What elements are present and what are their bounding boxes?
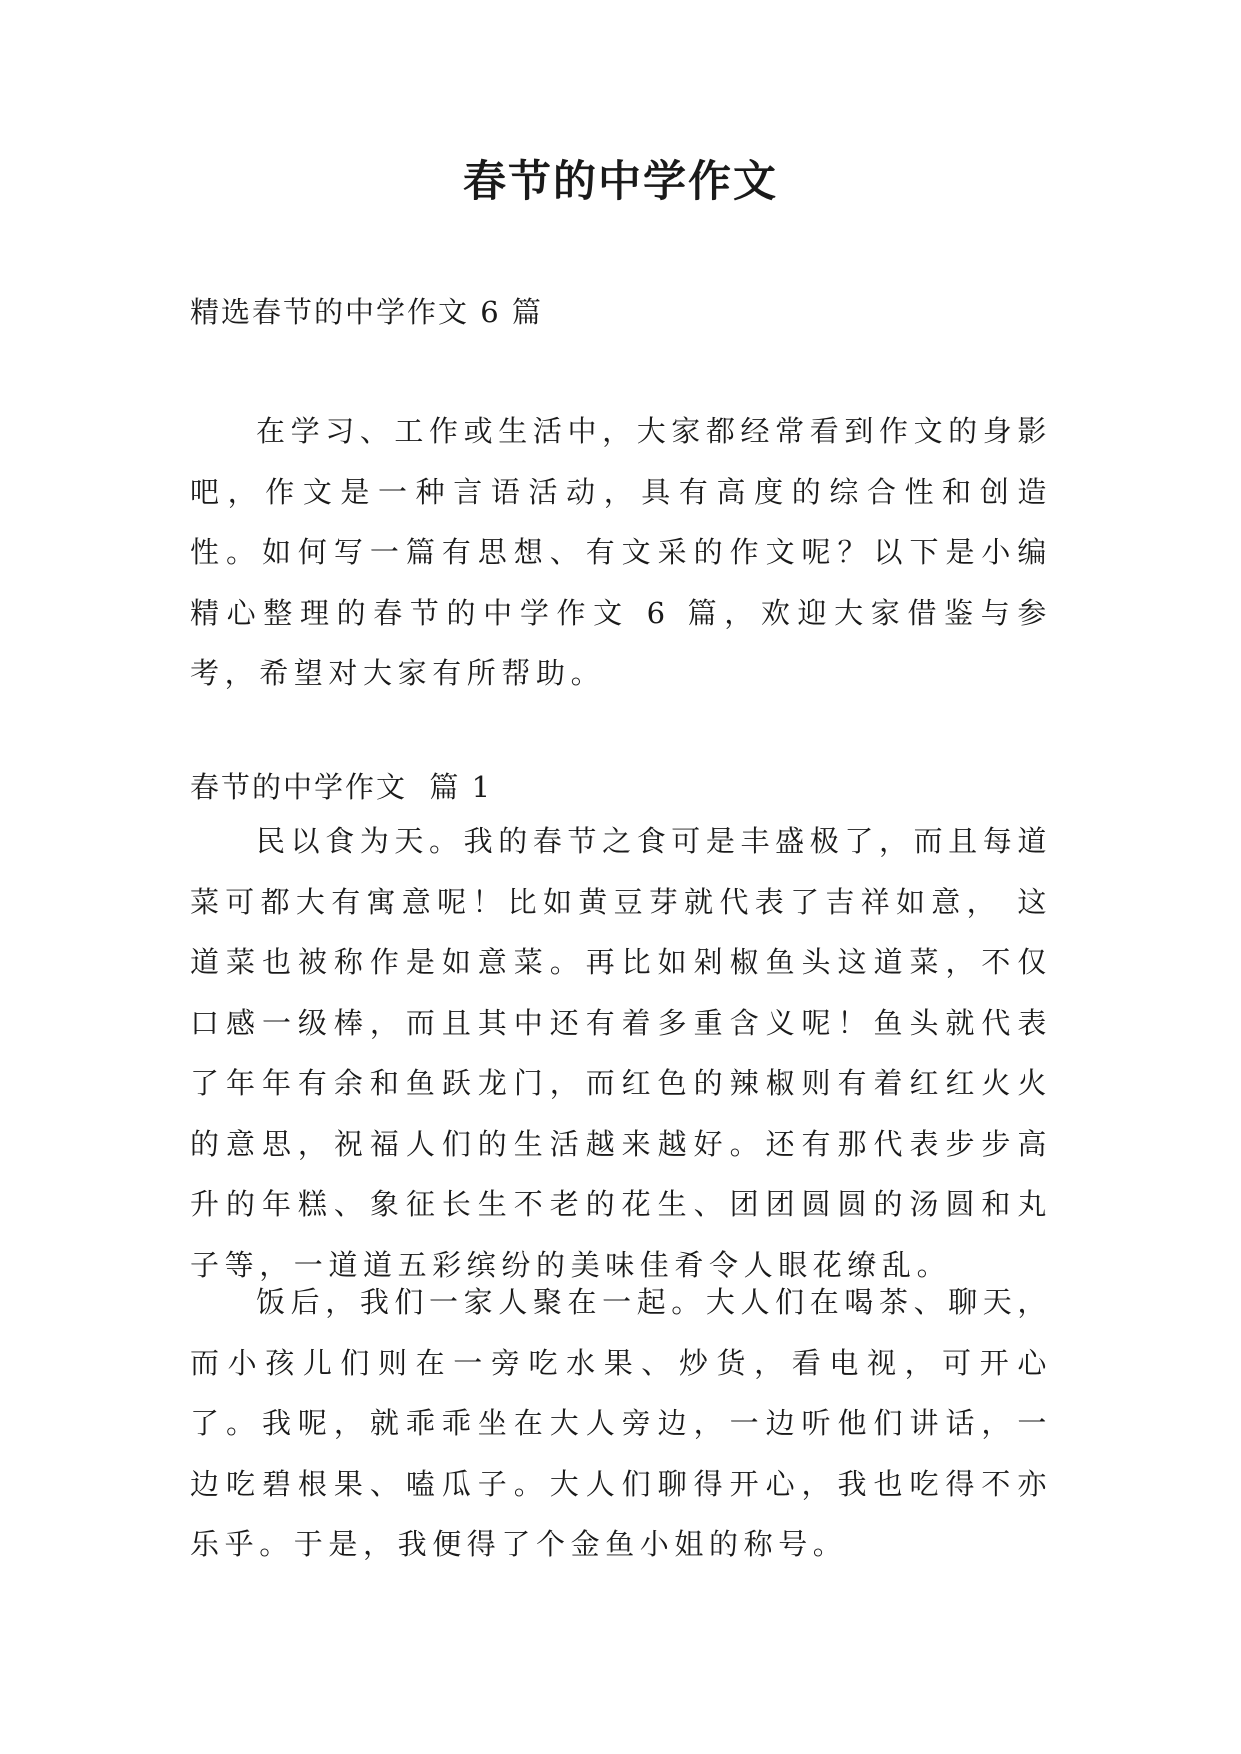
intro-paragraph: 在学习、工作或生活中，大家都经常看到作文的身影吧，作文是一种言语活动，具有高度的综合性和创造性。如何写一篇有思想、有文采的作文呢？以下是小编精心整理的春节的中学作文 6 篇，欢迎大家借鉴与参考，希望对大家有所帮助。 bbox=[190, 414, 1052, 690]
page-title: 春节的中学作文 bbox=[463, 157, 778, 207]
document-subtitle: 精选春节的中学作文 6 篇 bbox=[190, 295, 543, 329]
section-paragraph: 民以食为天。我的春节之食可是丰盛极了，而且每道菜可都大有寓意呢！比如黄豆芽就代表了吉祥如意， 这道菜也被称作是如意菜。再比如剁椒鱼头这道菜，不仅口感一级棒，而且其中还有着多重含义呢！鱼头就代表了年年有余和鱼跃龙门，而红色的辣椒则有着红红火火的意思，祝福人们的生活越来越好。还有那代表步步高升的年糕、象征长生不老的花生、团团圆圆的汤圆和丸子等，一道道五彩缤纷的美味佳肴令人眼花缭乱。 bbox=[190, 824, 1052, 1282]
section-paragraph: 饭后，我们一家人聚在一起。大人们在喝茶、聊天，而小孩儿们则在一旁吃水果、炒货，看电视，可开心了。我呢，就乖乖坐在大人旁边，一边听他们讲话，一边吃碧根果、嗑瓜子。大人们聊得开心，我也吃得不亦乐乎。于是，我便得了个金鱼小姐的称号。 bbox=[190, 1285, 1052, 1561]
section-heading: 春节的中学作文 篇 1 bbox=[190, 770, 493, 804]
